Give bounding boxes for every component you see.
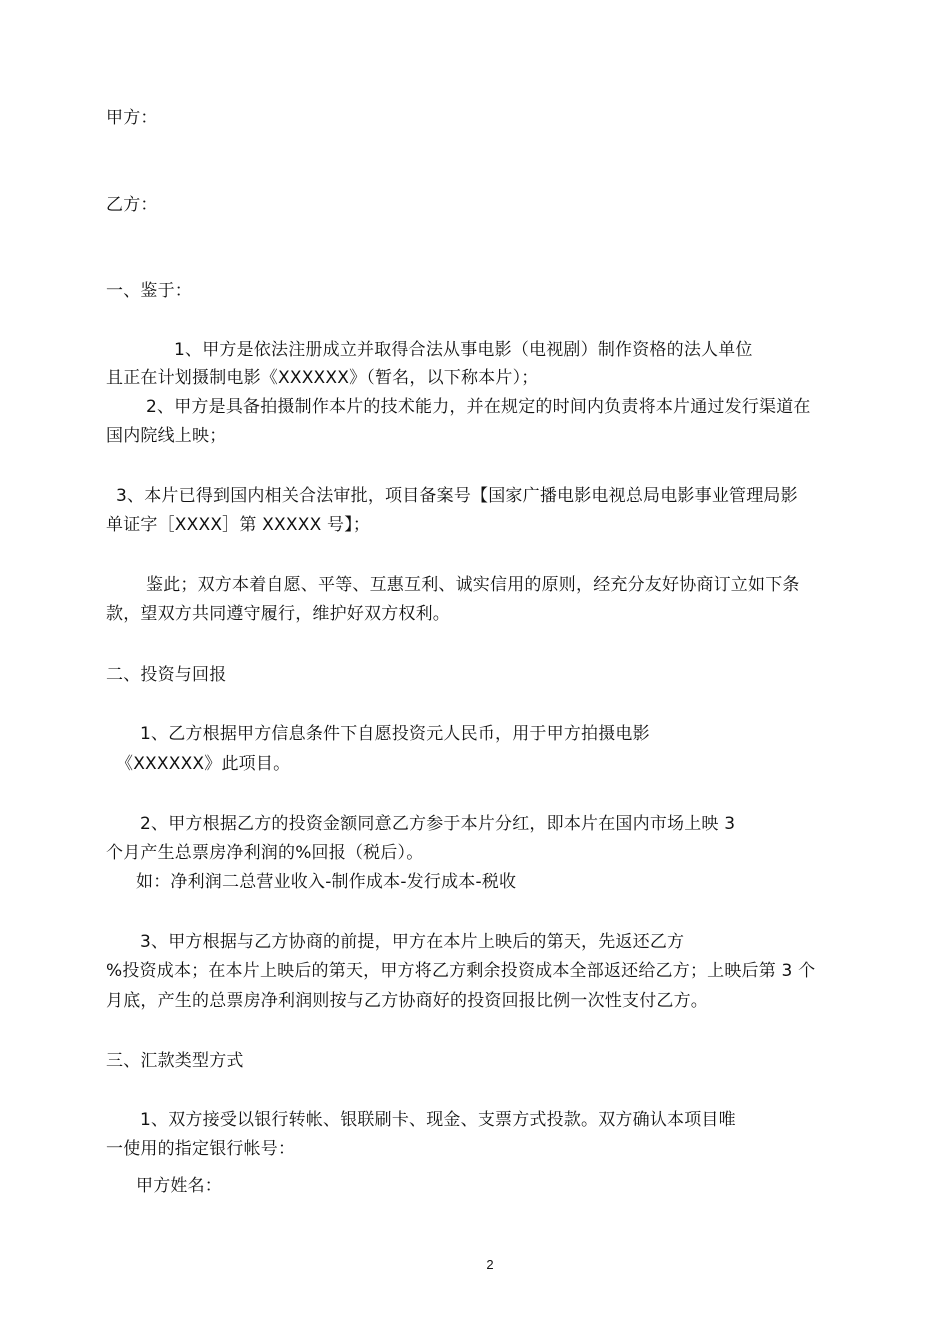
paragraph-line: 单证字［XXXX］第 XXXXX 号】； — [106, 515, 371, 535]
paragraph-line: 2、甲方根据乙方的投资金额同意乙方参于本片分红，即本片在国内市场上映 3 — [140, 814, 736, 834]
paragraph-line: 1、双方接受以银行转帐、银联刷卡、现金、支票方式投款。双方确认本项目唯 — [140, 1110, 736, 1130]
paragraph-line: 款，望双方共同遵守履行，维护好双方权利。 — [106, 604, 450, 624]
party-b-label: 乙方： — [106, 195, 158, 215]
paragraph-line: 月底，产生的总票房净利润则按与乙方协商好的投资回报比例一次性支付乙方。 — [106, 991, 708, 1011]
paragraph-line: 如：净利润二总营业收入-制作成本-发行成本-税收 — [136, 872, 517, 892]
paragraph-line: 一使用的指定银行帐号： — [106, 1139, 296, 1159]
paragraph-line: 个月产生总票房净利润的%回报（税后）。 — [106, 843, 424, 863]
section-heading-payment: 三、汇款类型方式 — [106, 1051, 244, 1071]
section-heading-investment: 二、投资与回报 — [106, 665, 227, 685]
paragraph-line: 国内院线上映； — [106, 426, 227, 446]
paragraph-line: 2、甲方是具备拍摄制作本片的技术能力，并在规定的时间内负责将本片通过发行渠道在 — [146, 397, 811, 417]
section-heading-whereas: 一、鉴于： — [106, 281, 192, 301]
page-number: 2 — [486, 1257, 494, 1272]
paragraph-line: 甲方姓名： — [136, 1176, 222, 1196]
paragraph-line: 且正在计划摄制电影《XXXXXX》（暂名，以下称本片）； — [106, 368, 539, 388]
paragraph-line: 1、乙方根据甲方信息条件下自愿投资元人民币，用于甲方拍摄电影 — [140, 724, 650, 744]
party-a-label: 甲方： — [106, 108, 158, 128]
paragraph-line: 3、本片已得到国内相关合法审批，项目备案号【国家广播电影电视总局电影事业管理局影 — [116, 486, 798, 506]
paragraph-line: 3、甲方根据与乙方协商的前提，甲方在本片上映后的第天，先返还乙方 — [140, 932, 685, 952]
paragraph-line: 《XXXXXX》此项目。 — [116, 754, 291, 774]
paragraph-line: 1、甲方是依法注册成立并取得合法从事电影（电视剧）制作资格的法人单位 — [174, 340, 753, 360]
paragraph-line: 鉴此；双方本着自愿、平等、互惠互利、诚实信用的原则，经充分友好协商订立如下条 — [146, 575, 800, 595]
paragraph-line: %投资成本；在本片上映后的第天，甲方将乙方剩余投资成本全部返还给乙方；上映后第 3 个 — [106, 961, 816, 981]
